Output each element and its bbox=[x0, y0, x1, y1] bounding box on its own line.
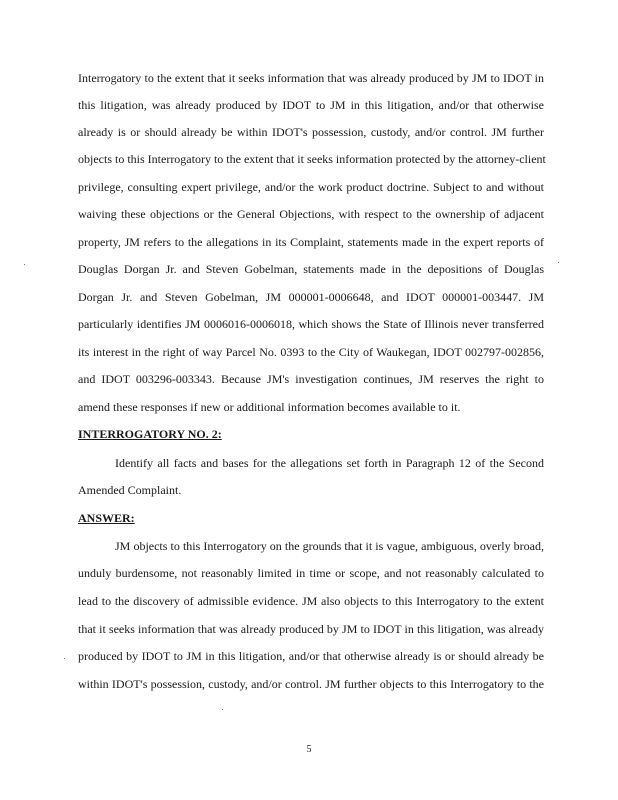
body-line: its interest in the right of way Parcel No. 0393 to the City of Waukegan, IDOT 002797-002856, bbox=[78, 345, 544, 359]
interrogatory-heading: INTERROGATORY NO. 2: bbox=[78, 427, 222, 441]
scan-speck bbox=[64, 658, 65, 659]
answer-heading: ANSWER: bbox=[78, 511, 135, 525]
body-line: and IDOT 003296-003343. Because JM's investigation continues, JM reserves the right to bbox=[78, 372, 544, 386]
body-line: privilege, consulting expert privilege, and/or the work product doctrine. Subject to and without bbox=[78, 180, 544, 194]
body-line: Dorgan Jr. and Steven Gobelman, JM 000001-0006648, and IDOT 000001-003447. JM bbox=[78, 290, 544, 304]
body-line: already is or should already be within IDOT's possession, custody, and/or control. JM further bbox=[78, 125, 544, 139]
answer-line: lead to the discovery of admissible evidence. JM also objects to this Interrogatory to the extent bbox=[78, 594, 544, 608]
body-line: Interrogatory to the extent that it seeks information that was already produced by JM to IDOT in bbox=[78, 71, 544, 85]
body-line: waiving these objections or the General Objections, with respect to the ownership of adjacent bbox=[78, 207, 544, 221]
body-line: Douglas Dorgan Jr. and Steven Gobelman, statements made in the depositions of Douglas bbox=[78, 262, 544, 276]
body-line: property, JM refers to the allegations in its Complaint, statements made in the expert reports of bbox=[78, 235, 544, 249]
page-number: 5 bbox=[306, 744, 312, 755]
answer-line: produced by IDOT to JM in this litigation, and/or that otherwise already is or should already be bbox=[78, 649, 544, 663]
interrogatory-line: Identify all facts and bases for the allegations set forth in Paragraph 12 of the Second bbox=[115, 456, 544, 470]
interrogatory-line: Amended Complaint. bbox=[78, 483, 182, 497]
answer-line: within IDOT's possession, custody, and/or control. JM further objects to this Interrogatory to the bbox=[78, 677, 544, 691]
body-line: amend these responses if new or additional information becomes available to it. bbox=[78, 400, 461, 414]
body-line: particularly identifies JM 0006016-0006018, which shows the State of Illinois never transferred bbox=[78, 317, 544, 331]
body-line: objects to this Interrogatory to the extent that it seeks information protected by the attorney-client bbox=[78, 152, 546, 166]
answer-line: unduly burdensome, not reasonably limited in time or scope, and not reasonably calculated to bbox=[78, 566, 544, 580]
body-line: this litigation, was already produced by IDOT to JM in this litigation, and/or that otherwise bbox=[78, 98, 544, 112]
answer-line: that it seeks information that was already produced by JM to IDOT in this litigation, was already bbox=[78, 622, 544, 636]
answer-line: JM objects to this Interrogatory on the grounds that it is vague, ambiguous, overly broad, bbox=[115, 539, 544, 553]
scan-speck bbox=[222, 709, 223, 710]
scan-speck bbox=[558, 262, 559, 263]
scan-speck bbox=[24, 264, 25, 265]
